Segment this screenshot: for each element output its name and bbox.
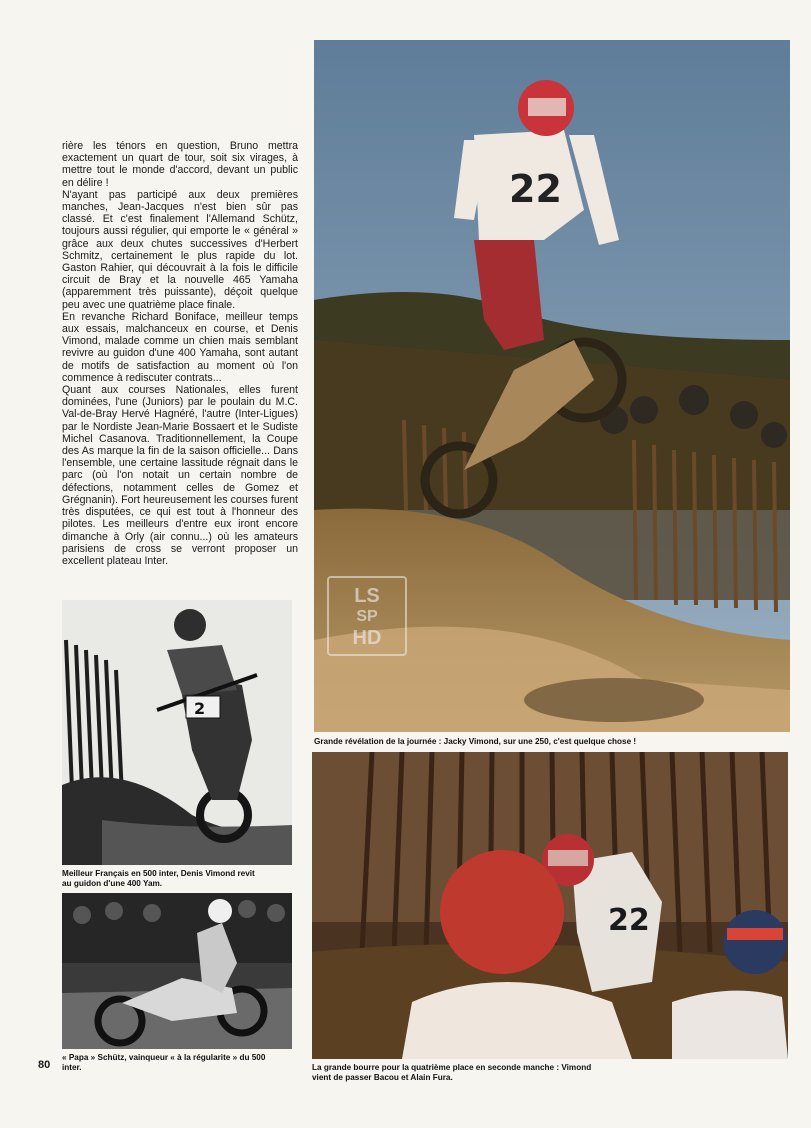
paragraph-4: Quant aux courses Nationales, elles furent dominées, l'une (Juniors) par le poulain du M.C. Val-de-Bray Hervé Hagnéré, l'autre (Inter-Ligues) par le Nordiste Jean-Marie Bossaert et le Sudiste Michel Casanova. Traditionnellement, la Coupe des As marque la fin de la saison officielle... Dans l'ensemble, une certaine lassitude régnait dans le parc (où l'on notait un certain nombre de défections, notamment celles de Gomez et Grégnanin). Fort heureusement les courses furent très disputées, ce qui est tout à l'honneur des pilotes. Les meilleurs d'entre eux iront encore dimanche à Orly (air connu...) où les amateurs parisiens de cross se verront proposer un excellent plateau Inter. [62, 384, 298, 567]
rider-number: 22 [509, 167, 562, 211]
paragraph-1: rière les ténors en question, Bruno mettra exactement un quart de tour, soit six virages, à mettre tout le monde d'accord, devant un public en délire ! [62, 140, 298, 189]
photo-denis-vimond [62, 600, 292, 865]
paragraph-2: N'ayant pas participé aux deux premières manches, Jean-Jacques n'est bien sûr pas classé. Et c'est finalement l'Allemand Schütz, toujours aussi régulier, qui emporte le « général » grâce aux deux chutes successives d'Herbert Schmitz, certainement le plus rapide du lot. Gaston Rahier, qui découvrait à la fois le difficile circuit de Bray et la nouvelle 465 Yamaha (apparemment très puissante), déçoit quelque peu avec une quatrième place finale. [62, 188, 298, 311]
plate-number: 2 [194, 699, 206, 718]
rider-number-bottom: 22 [608, 903, 650, 938]
caption-bottom-left: « Papa » Schütz, vainqueur « à la régularite » du 500 inter. [62, 1053, 266, 1072]
page-number: 80 [38, 1059, 51, 1071]
caption-bottom-right: La grande bourre pour la quatrième place en seconde manche : Vimond vient de passer Bacou et Alain Fura. [312, 1063, 592, 1082]
caption-top-right: Grande révélation de la journée : Jacky Vimond, sur une 250, c'est quelque chose ! [314, 737, 637, 746]
caption-mid-left: Meilleur Français en 500 inter, Denis Vimond revit au guidon d'une 400 Yam. [62, 869, 255, 888]
photo-race-battle [312, 752, 788, 1059]
watermark-logo: LS SP HD [327, 576, 407, 656]
article-body [62, 140, 298, 567]
photo-schutz [62, 893, 292, 1049]
paragraph-3: En revanche Richard Boniface, meilleur temps aux essais, malchanceux en course, et Denis Vimond, malade comme un chien mais semblant revivre au guidon d'une 400 Yamaha, sont autant de motifs de satisfaction au moment où l'on commence à rediscuter contrats... [62, 310, 298, 384]
